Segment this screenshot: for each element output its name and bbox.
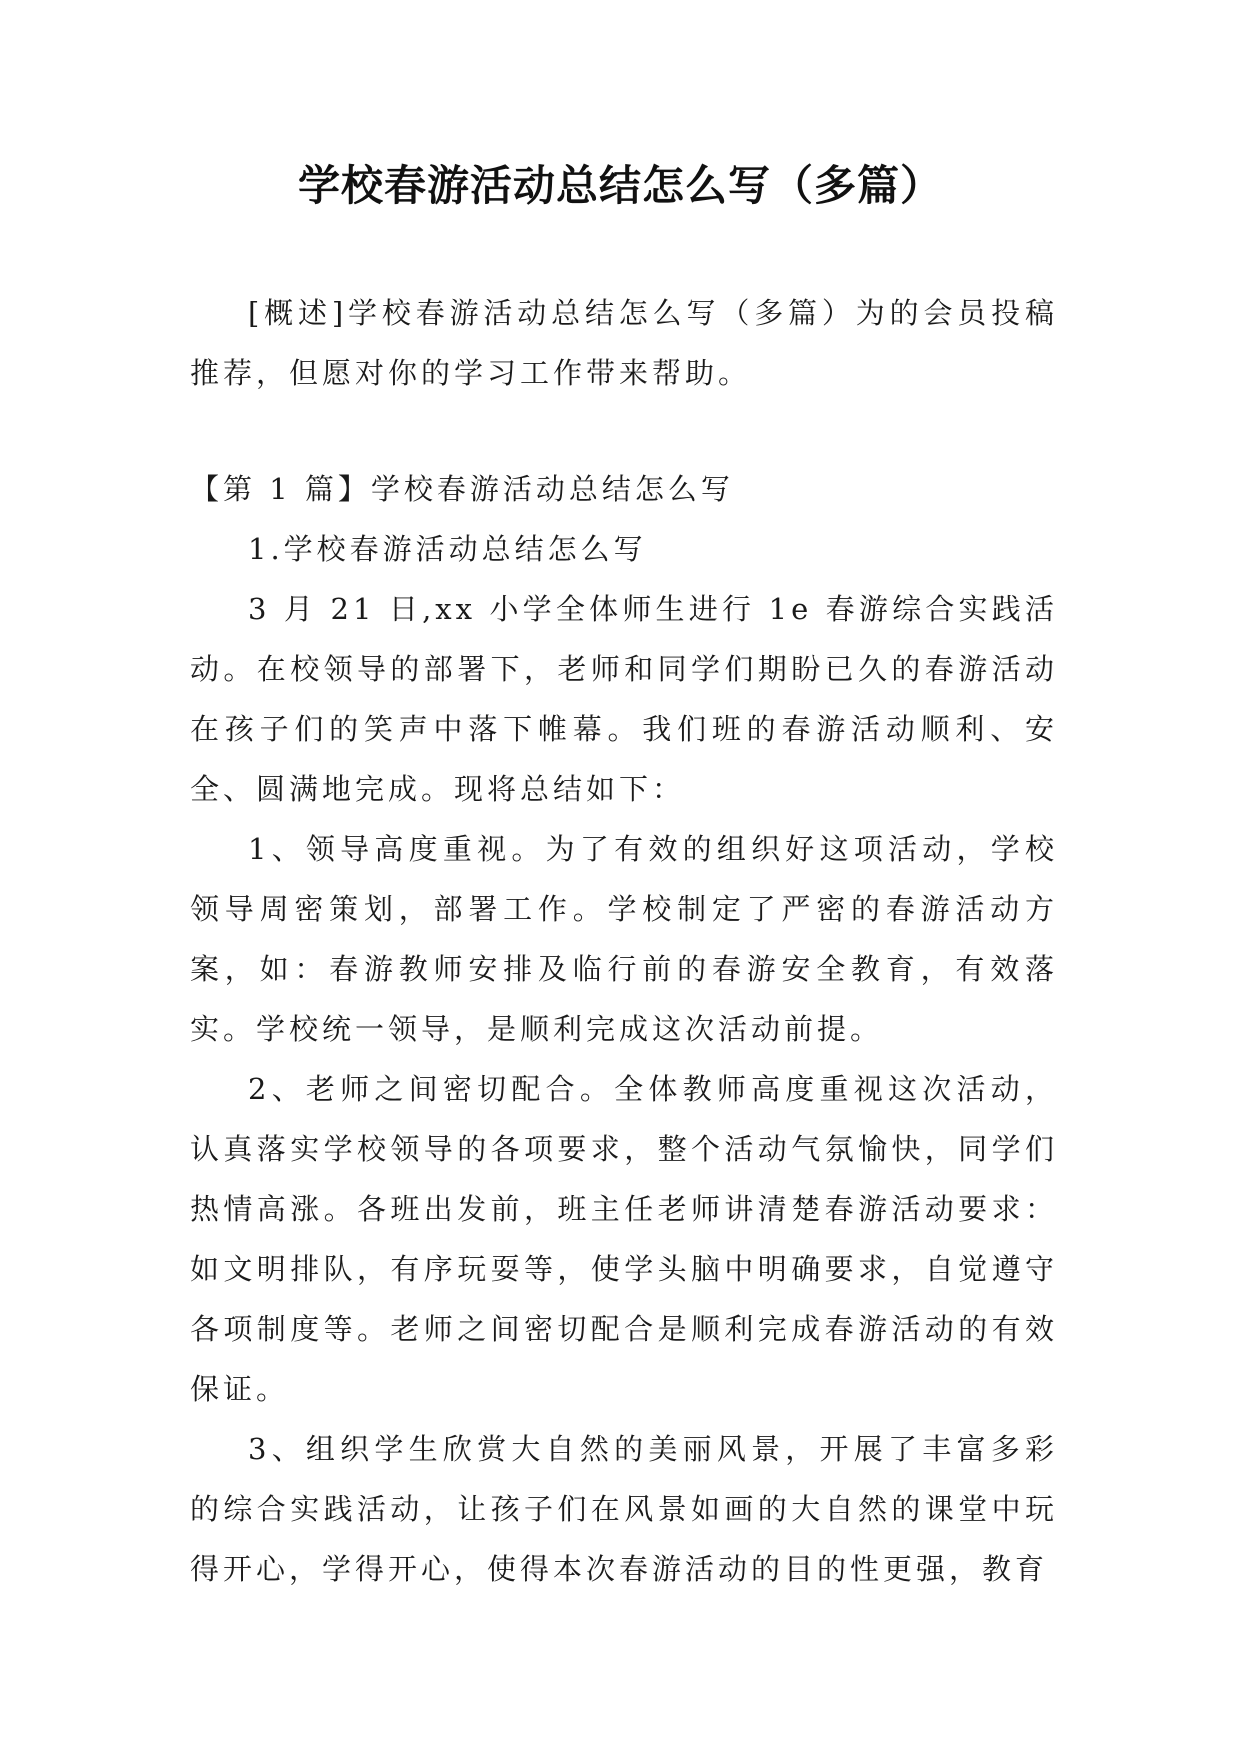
body-paragraph: 3 月 21 日,xx 小学全体师生进行 1e 春游综合实践活动。在校领导的部署下，老师和同学们期盼已久的春游活动在孩子们的笑声中落下帷幕。我们班的春游活动顺利、安全、圆满地完成。现将总结如下： [190, 592, 1058, 806]
document-body [190, 283, 1058, 1599]
body-paragraph: 3、组织学生欣赏大自然的美丽风景，开展了丰富多彩的综合实践活动，让孩子们在风景如画的大自然的课堂中玩得开心，学得开心，使得本次春游活动的目的性更强，教育 [190, 1432, 1058, 1586]
section-heading: 【第 1 篇】学校春游活动总结怎么写 [190, 472, 734, 506]
document-title: 学校春游活动总结怎么写（多篇） [297, 161, 943, 210]
spacer [190, 403, 1058, 459]
body-paragraph: 1、领导高度重视。为了有效的组织好这项活动，学校领导周密策划，部署工作。学校制定了严密的春游活动方案，如：春游教师安排及临行前的春游安全教育，有效落实。学校统一领导，是顺利完成这次活动前提。 [190, 832, 1058, 1046]
body-paragraph: 2、老师之间密切配合。全体教师高度重视这次活动，认真落实学校领导的各项要求，整个活动气氛愉快，同学们热情高涨。各班出发前，班主任老师讲清楚春游活动要求：如文明排队，有序玩耍等，使学头脑中明确要求，自觉遵守各项制度等。老师之间密切配合是顺利完成春游活动的有效保证。 [190, 1072, 1058, 1406]
summary-paragraph: [概述]学校春游活动总结怎么写（多篇）为的会员投稿推荐，但愿对你的学习工作带来帮助。 [190, 296, 1058, 390]
subheading: 1.学校春游活动总结怎么写 [248, 532, 647, 566]
